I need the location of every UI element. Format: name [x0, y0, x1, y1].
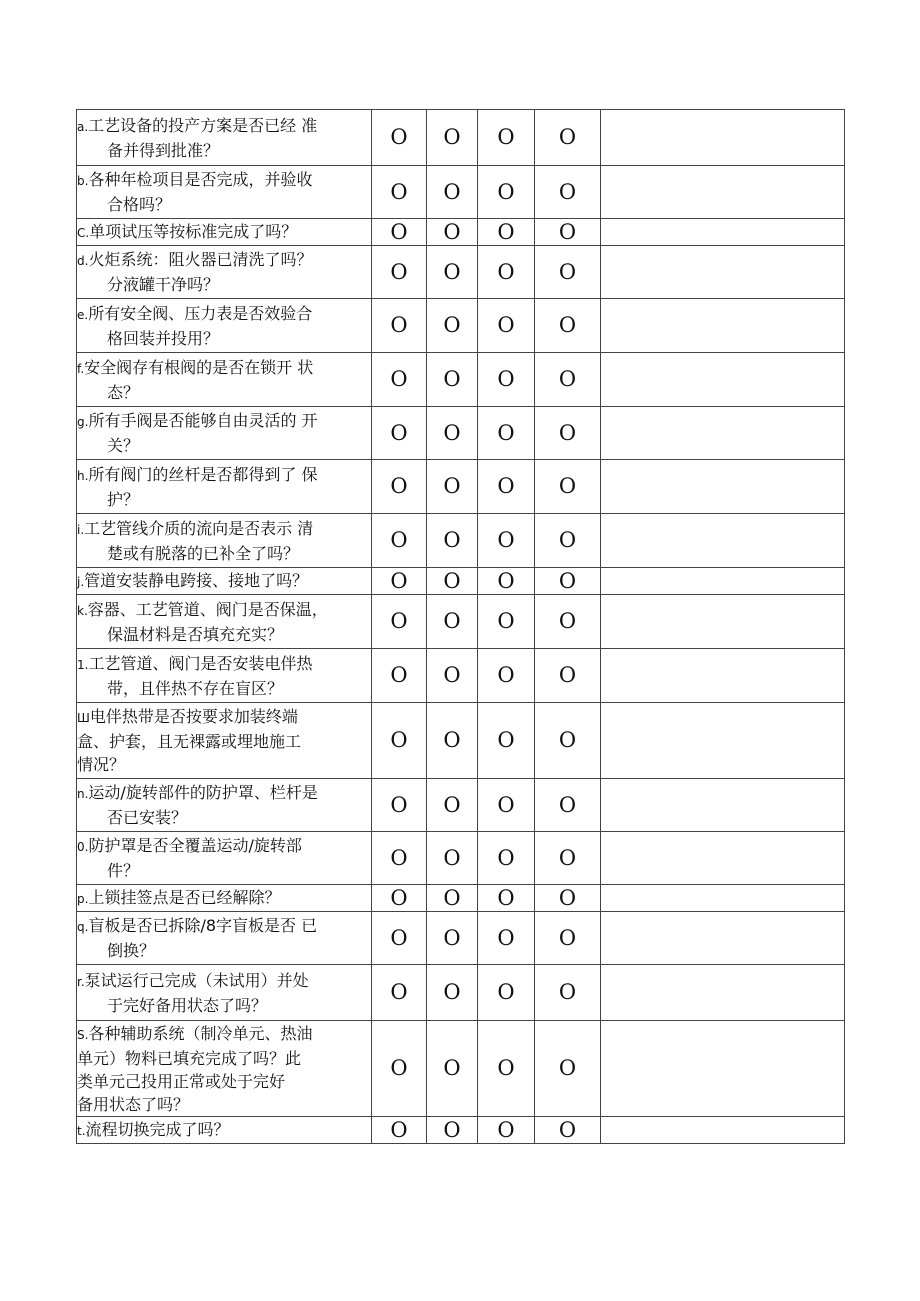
question-line: 否已安装？ [107, 808, 188, 827]
remarks-cell[interactable] [601, 568, 845, 595]
option-circle-4[interactable]: O [535, 965, 601, 1021]
question-line [77, 834, 371, 859]
item-label: t. [77, 1123, 86, 1138]
option-circle-4[interactable]: O [535, 703, 601, 779]
question-line: 件？ [107, 861, 140, 880]
question-cell [77, 568, 372, 595]
item-label: 0. [77, 840, 89, 854]
question-text: 上锁挂签点是否已经解除？ [88, 887, 281, 907]
option-circle-2[interactable]: O [427, 912, 478, 965]
checklist-row [77, 912, 845, 965]
option-circle-1[interactable]: O [372, 246, 427, 299]
option-circle-1[interactable]: O [372, 1117, 427, 1144]
question-cell [77, 912, 372, 965]
question-text: 各种年检项目是否完成，并验收 [88, 170, 313, 189]
checklist-row [77, 514, 845, 568]
option-circle-2[interactable]: O [427, 1021, 478, 1117]
question-text: 工艺设备的投产方案是否已经 准 [88, 115, 318, 135]
option-circle-1[interactable]: O [372, 832, 427, 885]
option-circle-1[interactable]: O [372, 703, 427, 779]
option-circle-4[interactable]: O [535, 832, 601, 885]
question-line [77, 1118, 371, 1143]
remarks-cell[interactable] [601, 514, 845, 568]
option-circle-3[interactable]: O [478, 912, 535, 965]
checklist-row [77, 353, 845, 407]
option-circle-3[interactable]: O [478, 110, 535, 166]
item-label: a. [77, 119, 89, 134]
item-label: g. [77, 415, 89, 429]
option-circle-3[interactable]: O [478, 1117, 535, 1144]
question-text: 盲板是否已拆除/8字盲板是否 已 [88, 916, 318, 935]
option-circle-2[interactable]: O [427, 219, 478, 246]
option-circle-1[interactable]: O [372, 110, 427, 166]
option-circle-4[interactable]: O [535, 1021, 601, 1117]
question-line: 单元）物料已填充完成了吗？此 [77, 1048, 302, 1068]
question-line: 类单元己投用正常或处于完好 [77, 1071, 286, 1091]
remarks-cell[interactable] [601, 460, 845, 514]
option-circle-1[interactable]: O [372, 965, 427, 1021]
option-circle-1[interactable]: O [372, 219, 427, 246]
remarks-cell[interactable] [601, 912, 845, 965]
option-circle-2[interactable]: O [427, 885, 478, 912]
option-circle-3[interactable]: O [478, 166, 535, 219]
remarks-cell[interactable] [601, 353, 845, 407]
remarks-cell[interactable] [601, 166, 845, 219]
question-cell [77, 299, 372, 353]
question-cell [77, 1021, 372, 1117]
checklist-row [77, 965, 845, 1021]
item-label: b. [77, 174, 89, 188]
item-label: S. [77, 1027, 89, 1042]
option-circle-4[interactable]: O [535, 219, 601, 246]
question-cell [77, 1117, 372, 1144]
option-circle-4[interactable]: O [535, 568, 601, 595]
remarks-cell[interactable] [601, 246, 845, 299]
item-label: d. [77, 254, 89, 268]
option-circle-2[interactable]: O [427, 595, 478, 649]
checklist-row [77, 885, 845, 912]
checklist-row [77, 219, 845, 246]
option-circle-3[interactable]: O [478, 703, 535, 779]
question-line [77, 356, 371, 381]
question-cell [77, 514, 372, 568]
question-line [77, 409, 371, 434]
question-line [77, 114, 371, 139]
option-circle-4[interactable]: O [535, 166, 601, 219]
remarks-cell[interactable] [601, 219, 845, 246]
question-line: 分液罐干净吗？ [107, 275, 220, 294]
question-cell [77, 885, 372, 912]
question-cell [77, 595, 372, 649]
option-circle-1[interactable]: O [372, 460, 427, 514]
question-cell [77, 166, 372, 219]
option-circle-2[interactable]: O [427, 703, 478, 779]
option-circle-1[interactable]: O [372, 568, 427, 595]
item-label: j. [77, 574, 85, 589]
question-line: 合格吗？ [107, 195, 172, 214]
option-circle-4[interactable]: O [535, 514, 601, 568]
option-circle-3[interactable]: O [478, 299, 535, 353]
checklist-row [77, 703, 845, 779]
item-label: k. [77, 603, 88, 618]
option-circle-4[interactable]: O [535, 912, 601, 965]
question-line [77, 969, 371, 994]
question-text: 流程切换完成了吗？ [85, 1119, 230, 1139]
checklist-row [77, 832, 845, 885]
item-label: p. [77, 891, 89, 906]
checklist-row [77, 1117, 845, 1144]
item-label: C. [77, 225, 90, 240]
option-circle-2[interactable]: O [427, 568, 478, 595]
option-circle-1[interactable]: O [372, 407, 427, 460]
option-circle-2[interactable]: O [427, 353, 478, 407]
checklist-row [77, 460, 845, 514]
question-text: 管道安装静电跨接、接地了吗？ [84, 570, 309, 590]
option-circle-2[interactable]: O [427, 779, 478, 832]
checklist-row [77, 595, 845, 649]
option-circle-3[interactable]: O [478, 246, 535, 299]
question-cell [77, 649, 372, 703]
option-circle-1[interactable]: O [372, 299, 427, 353]
question-text: 工艺管线介质的流向是否表示 清 [84, 518, 314, 538]
question-line: 带，且伴热不存在盲区？ [107, 678, 284, 698]
item-label: Ш [77, 711, 90, 725]
question-line: 于完好备用状态了吗？ [107, 995, 268, 1015]
question-text: 运动/旋转部件的防护罩、栏杆是 [88, 783, 318, 802]
option-circle-1[interactable]: O [372, 514, 427, 568]
question-cell [77, 703, 372, 779]
option-circle-2[interactable]: O [427, 460, 478, 514]
question-line: 情况？ [77, 755, 126, 774]
checklist-row [77, 407, 845, 460]
item-label: q. [77, 920, 89, 934]
option-circle-3[interactable]: O [478, 353, 535, 407]
remarks-cell[interactable] [601, 703, 845, 779]
checklist-row [77, 110, 845, 166]
question-line [77, 302, 371, 327]
option-circle-2[interactable]: O [427, 110, 478, 166]
option-circle-3[interactable]: O [478, 568, 535, 595]
question-line [77, 220, 371, 245]
checklist-row [77, 1021, 845, 1117]
question-line: 护？ [107, 489, 140, 509]
remarks-cell[interactable] [601, 965, 845, 1021]
question-line [77, 168, 371, 193]
remarks-cell[interactable] [601, 832, 845, 885]
option-circle-2[interactable]: O [427, 1117, 478, 1144]
question-line [77, 914, 371, 939]
option-circle-3[interactable]: O [478, 649, 535, 703]
question-line [77, 598, 371, 623]
option-circle-4[interactable]: O [535, 353, 601, 407]
question-line [77, 886, 371, 911]
remarks-cell[interactable] [601, 595, 845, 649]
question-text: 容器、工艺管道、阀门是否保温， [87, 599, 328, 619]
item-label: e. [77, 307, 89, 322]
option-circle-3[interactable]: O [478, 885, 535, 912]
option-circle-4[interactable]: O [535, 885, 601, 912]
remarks-cell[interactable] [601, 299, 845, 353]
item-label: i. [77, 522, 85, 537]
question-line: 备并得到批准？ [107, 140, 220, 160]
checklist-row [77, 246, 845, 299]
question-line: 盒、护套，且无裸露或埋地施工 [77, 732, 302, 751]
checklist-row [77, 779, 845, 832]
option-circle-1[interactable]: O [372, 166, 427, 219]
question-cell [77, 219, 372, 246]
option-circle-1[interactable]: O [372, 779, 427, 832]
option-circle-3[interactable]: O [478, 407, 535, 460]
question-cell [77, 110, 372, 166]
option-circle-4[interactable]: O [535, 407, 601, 460]
question-text: 单项试压等按标准完成了吗？ [89, 221, 298, 241]
question-line: 倒换？ [107, 941, 156, 960]
checklist-body [77, 110, 845, 1144]
option-circle-4[interactable]: O [535, 649, 601, 703]
remarks-cell[interactable] [601, 1117, 845, 1144]
question-line [77, 705, 371, 730]
option-circle-1[interactable]: O [372, 912, 427, 965]
remarks-cell[interactable] [601, 1021, 845, 1117]
question-cell [77, 407, 372, 460]
option-circle-3[interactable]: O [478, 779, 535, 832]
question-line: 关？ [107, 436, 140, 455]
question-text: 工艺管道、阀门是否安装电伴热 [88, 653, 313, 673]
option-circle-2[interactable]: O [427, 649, 478, 703]
option-circle-3[interactable]: O [478, 460, 535, 514]
question-cell [77, 246, 372, 299]
question-cell [77, 353, 372, 407]
question-line: 保温材料是否填充充实？ [107, 624, 284, 644]
option-circle-3[interactable]: O [478, 965, 535, 1021]
remarks-cell[interactable] [601, 779, 845, 832]
option-circle-3[interactable]: O [478, 219, 535, 246]
checklist-table [76, 109, 845, 1144]
question-line: 格回装并投用？ [107, 328, 220, 348]
remarks-cell[interactable] [601, 110, 845, 166]
option-circle-3[interactable]: O [478, 514, 535, 568]
question-text: 所有安全阀、压力表是否效验合 [88, 303, 313, 323]
question-text: 安全阀存有根阀的是否在锁开 状 [84, 357, 314, 377]
question-cell [77, 779, 372, 832]
option-circle-1[interactable]: O [372, 353, 427, 407]
checklist-row [77, 568, 845, 595]
question-text: 所有手阀是否能够自由灵活的 开 [88, 411, 318, 430]
option-circle-1[interactable]: O [372, 649, 427, 703]
question-text: 各种辅助系统（制冷单元、热油 [88, 1023, 313, 1043]
question-text: 电伴热带是否按要求加装终端 [89, 707, 298, 726]
item-label: f. [77, 361, 85, 376]
option-circle-2[interactable]: O [427, 965, 478, 1021]
item-label: n. [77, 787, 89, 801]
checklist-row [77, 649, 845, 703]
option-circle-4[interactable]: O [535, 246, 601, 299]
question-line [77, 781, 371, 806]
option-circle-2[interactable]: O [427, 407, 478, 460]
item-label: 1. [77, 657, 89, 672]
remarks-cell[interactable] [601, 885, 845, 912]
question-text: 泵试运行己完成（未试用）并处 [84, 970, 309, 990]
question-text: 火炬系统：阻火器已清洗了吗？ [88, 250, 313, 269]
question-line [77, 1022, 371, 1047]
question-line [77, 569, 371, 594]
question-line: 楚或有脱落的已补全了吗？ [107, 543, 300, 563]
option-circle-2[interactable]: O [427, 246, 478, 299]
option-circle-4[interactable]: O [535, 779, 601, 832]
question-text: 防护罩是否全覆盖运动/旋转部 [88, 836, 302, 855]
option-circle-2[interactable]: O [427, 832, 478, 885]
option-circle-1[interactable]: O [372, 885, 427, 912]
option-circle-2[interactable]: O [427, 514, 478, 568]
question-line: 备用状态了吗？ [77, 1094, 190, 1114]
question-cell [77, 965, 372, 1021]
option-circle-2[interactable]: O [427, 299, 478, 353]
option-circle-4[interactable]: O [535, 1117, 601, 1144]
item-label: h. [77, 468, 89, 483]
checklist-row [77, 299, 845, 353]
question-cell [77, 832, 372, 885]
question-text: 所有阀门的丝杆是否都得到了 保 [88, 464, 318, 484]
option-circle-1[interactable]: O [372, 595, 427, 649]
option-circle-1[interactable]: O [372, 1021, 427, 1117]
question-line [77, 652, 371, 677]
option-circle-3[interactable]: O [478, 832, 535, 885]
option-circle-4[interactable]: O [535, 460, 601, 514]
question-line [77, 248, 371, 273]
option-circle-3[interactable]: O [478, 1021, 535, 1117]
remarks-cell[interactable] [601, 407, 845, 460]
question-cell [77, 460, 372, 514]
option-circle-4[interactable]: O [535, 110, 601, 166]
option-circle-3[interactable]: O [478, 595, 535, 649]
question-line [77, 463, 371, 488]
option-circle-4[interactable]: O [535, 595, 601, 649]
checklist-row [77, 166, 845, 219]
option-circle-2[interactable]: O [427, 166, 478, 219]
question-line: 态？ [107, 382, 140, 402]
option-circle-4[interactable]: O [535, 299, 601, 353]
question-line [77, 517, 371, 542]
item-label: r. [77, 974, 85, 989]
remarks-cell[interactable] [601, 649, 845, 703]
